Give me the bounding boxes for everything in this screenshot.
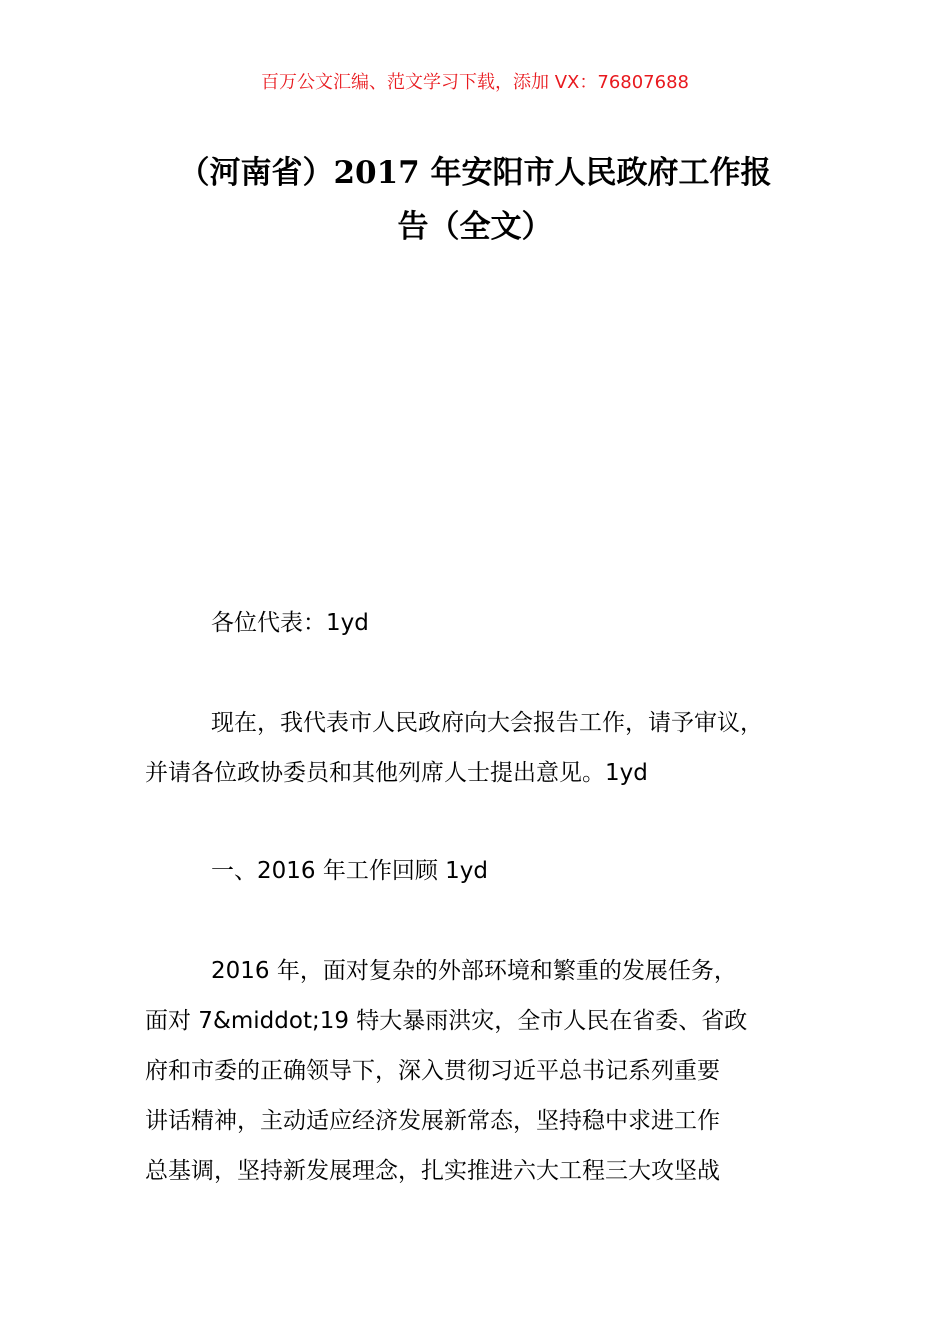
- paragraph-line: 2016 年，面对复杂的外部环境和繁重的发展任务，: [211, 958, 737, 984]
- paragraph-line: 面对 7&middot;19 特大暴雨洪灾，全市人民在省委、省政: [145, 1008, 748, 1034]
- paragraph-line: 讲话精神，主动适应经济发展新常态，坚持稳中求进工作: [145, 1108, 720, 1134]
- salutation-paragraph: [145, 598, 833, 648]
- paragraph-line: 各位代表：1yd: [211, 610, 369, 636]
- section-heading: [145, 846, 833, 896]
- paragraph-line: 现在，我代表市人民政府向大会报告工作，请予审议，: [211, 710, 763, 736]
- review-paragraph: [145, 946, 833, 1196]
- watermark-banner: 百万公文汇编、范文学习下载，添加 VX：76807688: [261, 72, 689, 93]
- paragraph-line: 并请各位政协委员和其他列席人士提出意见。1yd: [145, 760, 648, 786]
- title-line-1: （河南省）2017 年安阳市人民政府工作报: [178, 155, 772, 191]
- paragraph-line: 总基调，坚持新发展理念，扎实推进六大工程三大攻坚战: [145, 1158, 720, 1184]
- document-title: [130, 146, 820, 254]
- paragraph-line: 一、2016 年工作回顾 1yd: [211, 858, 488, 884]
- intro-paragraph: [145, 698, 833, 798]
- title-line-2: 告（全文）: [397, 209, 553, 245]
- paragraph-line: 府和市委的正确领导下，深入贯彻习近平总书记系列重要: [145, 1058, 720, 1084]
